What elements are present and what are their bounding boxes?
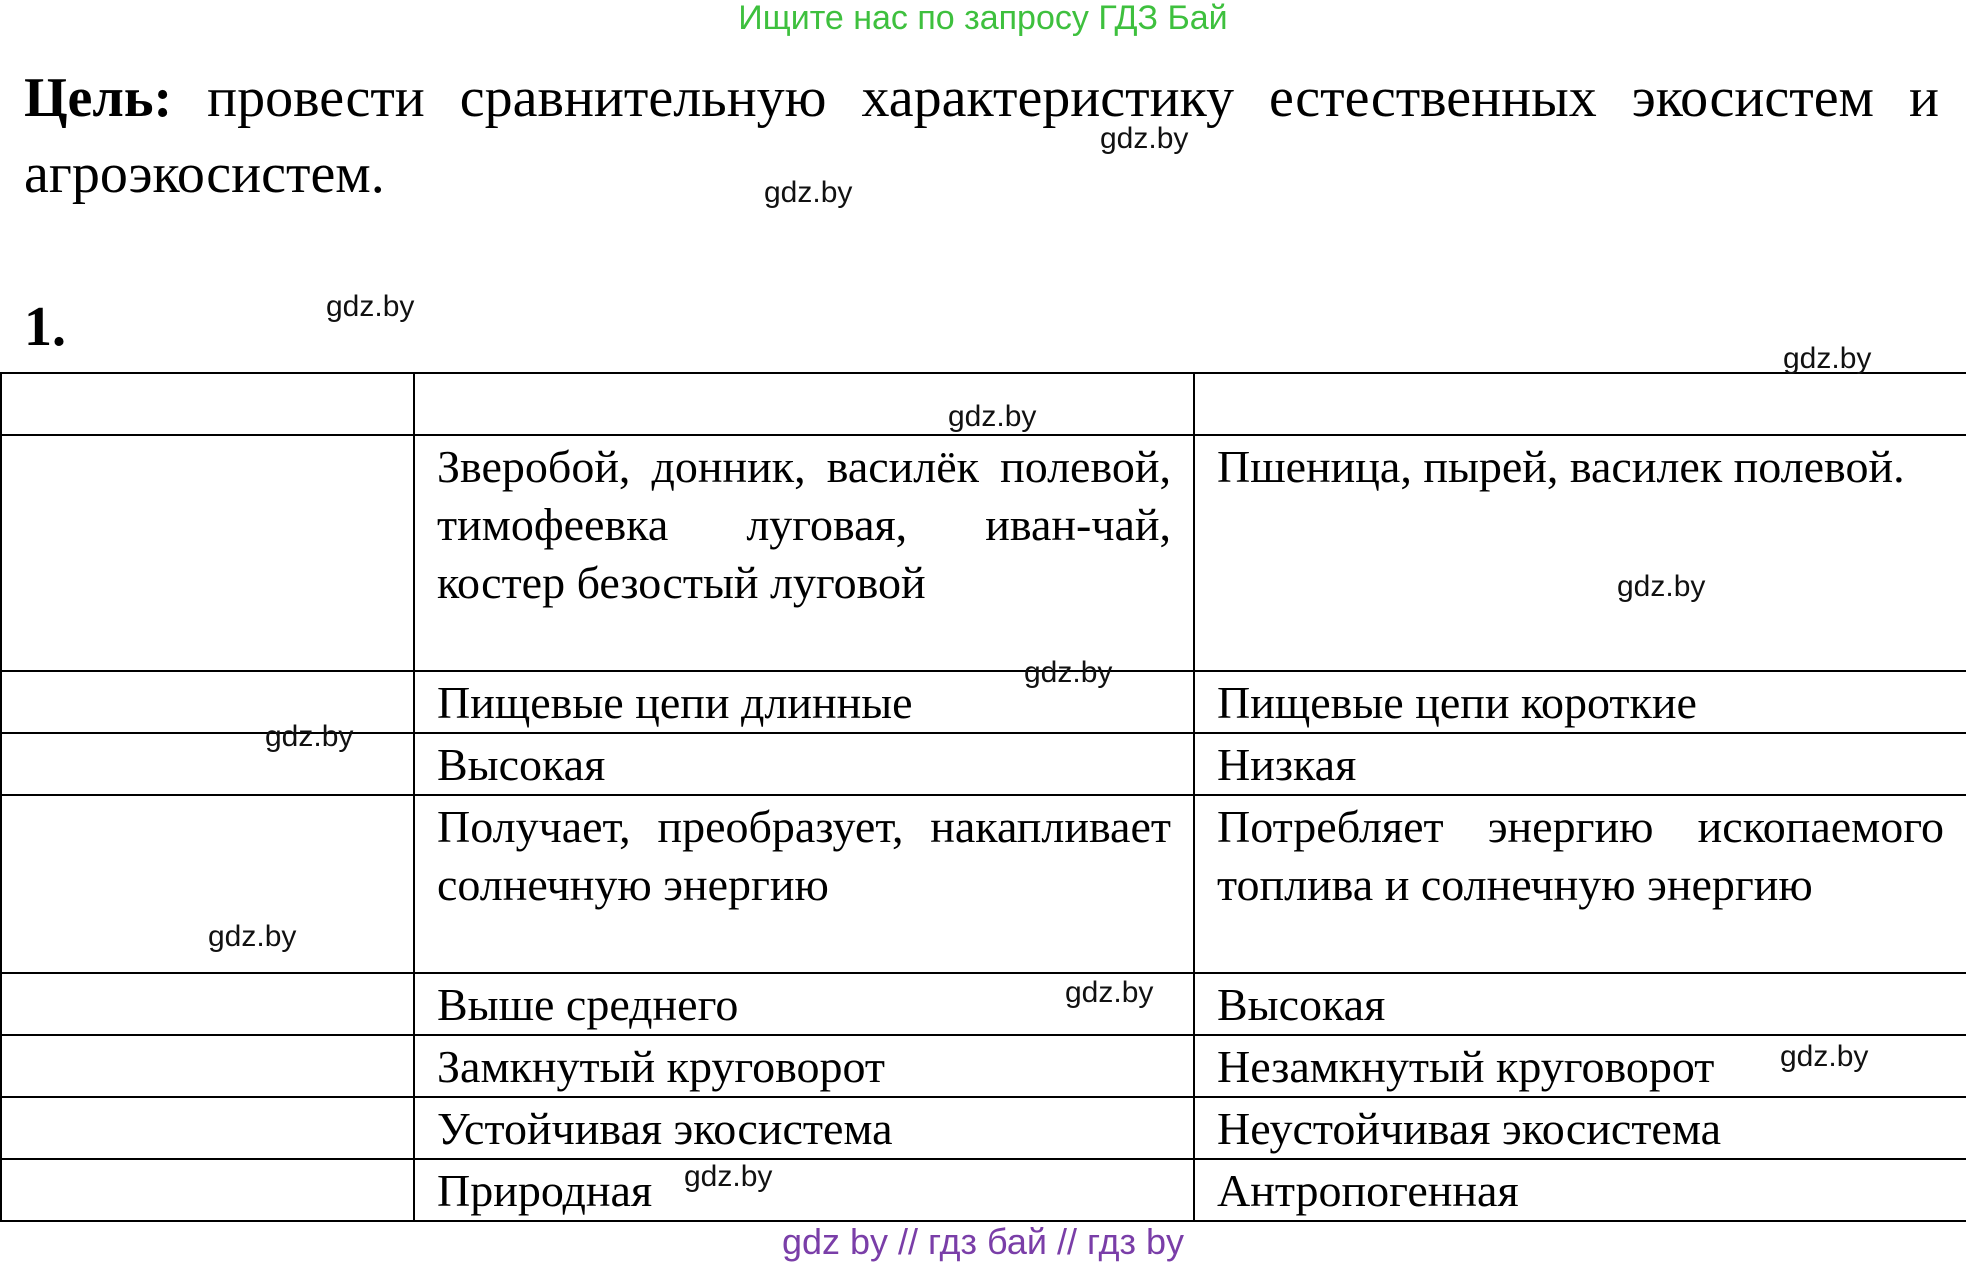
- goal-paragraph: [24, 60, 1939, 212]
- watermark: gdz.by: [684, 1160, 773, 1193]
- table-row: [1, 435, 1966, 671]
- watermark: gdz.by: [764, 176, 853, 209]
- natural-ecosystem-cell: Пищевые цепи длинные: [414, 671, 1194, 733]
- natural-ecosystem-cell: Получает, преобразует, накапливает солнечную энергию: [414, 795, 1194, 973]
- agro-ecosystem-cell: Высокая: [1194, 973, 1966, 1035]
- table-row: [1, 973, 1966, 1035]
- table-row: [1, 1035, 1966, 1097]
- watermark: gdz.by: [1617, 570, 1706, 603]
- natural-ecosystem-cell: Зверобой, донник, василёк полевой, тимофеевка луговая, иван-чай, костер безостый луговой: [414, 435, 1194, 671]
- agro-ecosystem-cell: Неустойчивая экосистема: [1194, 1097, 1966, 1159]
- row-label-cell: [1, 1035, 414, 1097]
- row-label-cell: [1, 1159, 414, 1221]
- watermark: gdz.by: [1780, 1040, 1869, 1073]
- task-number: 1.: [24, 296, 66, 358]
- header-cell-feature: [1, 373, 414, 435]
- table-row: [1, 1159, 1966, 1221]
- watermark: gdz.by: [208, 920, 297, 953]
- table-row: [1, 1097, 1966, 1159]
- watermark: gdz.by: [948, 400, 1037, 433]
- footer-watermark: gdz by // гдз бай // гдз by: [781, 1221, 1185, 1262]
- watermark: gdz.by: [265, 720, 354, 753]
- agro-ecosystem-cell: Потребляет энергию ископаемого топлива и солнечную энергию: [1194, 795, 1966, 973]
- agro-ecosystem-cell: Пшеница, пырей, василек полевой.: [1194, 435, 1966, 671]
- agro-ecosystem-cell: Пищевые цепи короткие: [1194, 671, 1966, 733]
- natural-ecosystem-cell: Замкнутый круговорот: [414, 1035, 1194, 1097]
- goal-label: Цель:: [24, 67, 173, 129]
- header-cell-agro: [1194, 373, 1966, 435]
- row-label-cell: [1, 435, 414, 671]
- natural-ecosystem-cell: Высокая: [414, 733, 1194, 795]
- agro-ecosystem-cell: Незамкнутый круговорот: [1194, 1035, 1966, 1097]
- natural-ecosystem-cell: Природная: [414, 1159, 1194, 1221]
- natural-ecosystem-cell: Устойчивая экосистема: [414, 1097, 1194, 1159]
- agro-ecosystem-cell: Низкая: [1194, 733, 1966, 795]
- top-banner: Ищите нас по запросу ГДЗ Бай: [738, 0, 1228, 37]
- watermark: gdz.by: [1783, 342, 1872, 375]
- header-cell-natural: [414, 373, 1194, 435]
- watermark: gdz.by: [1100, 122, 1189, 155]
- row-label-cell: [1, 1097, 414, 1159]
- comparison-table: [0, 372, 1966, 1222]
- natural-ecosystem-cell: Выше среднего: [414, 973, 1194, 1035]
- watermark: gdz.by: [1024, 656, 1113, 689]
- goal-text: провести сравнительную характеристику естественных экосистем и агроэкосистем.: [24, 67, 1939, 205]
- watermark: gdz.by: [1065, 976, 1154, 1009]
- agro-ecosystem-cell: Антропогенная: [1194, 1159, 1966, 1221]
- row-label-cell: [1, 973, 414, 1035]
- watermark: gdz.by: [326, 290, 415, 323]
